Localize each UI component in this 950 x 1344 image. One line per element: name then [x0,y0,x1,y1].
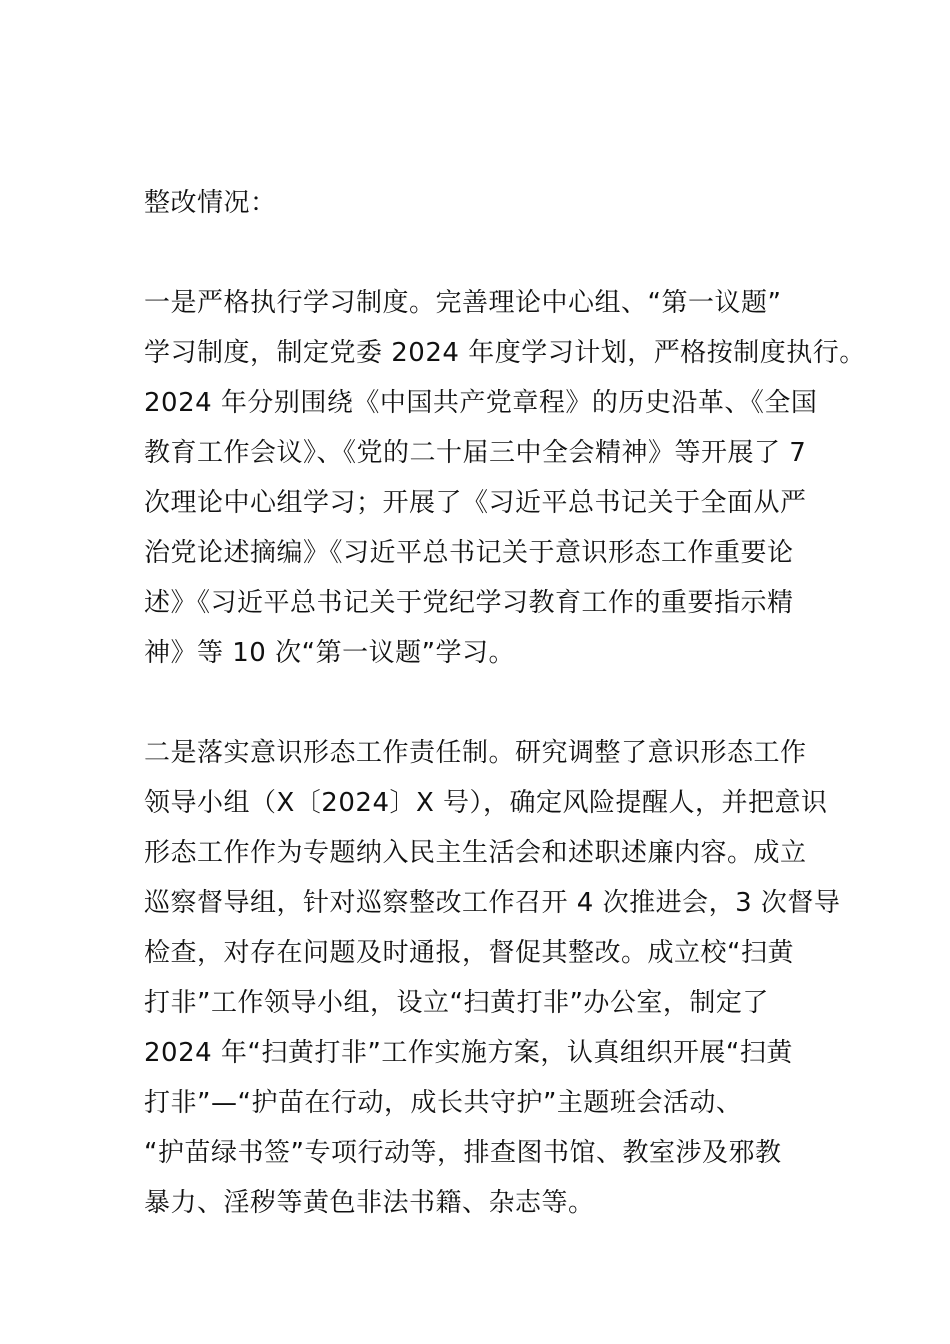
paragraph-line: 检查，对存在问题及时通报，督促其整改。成立校“扫黄 [144,938,794,968]
paragraph-line: 学习制度，制定党委 2024 年度学习计划，严格按制度执行。 [144,338,866,368]
paragraph-line: 二是落实意识形态工作责任制。研究调整了意识形态工作 [144,738,807,768]
paragraph-line: 2024 年“扫黄打非”工作实施方案，认真组织开展“扫黄 [144,1038,793,1068]
paragraph-line: 神》等 10 次“第一议题”学习。 [144,638,516,668]
paragraph-spacer [144,678,812,728]
paragraph-line: 2024 年分别围绕《中国共产党章程》的历史沿革、《全国 [144,388,818,418]
paragraph-line: 一是严格执行学习制度。完善理论中心组、“第一议题” [144,288,782,318]
paragraph-line: 暴力、淫秽等黄色非法书籍、杂志等。 [144,1188,595,1218]
heading-text: 整改情况： [144,188,277,218]
paragraph-line: 打非”工作领导小组，设立“扫黄打非”办公室，制定了 [144,988,769,1018]
paragraph-line: 形态工作作为专题纳入民主生活会和述职述廉内容。成立 [144,838,807,868]
paragraph-line: 领导小组（X〔2024〕X 号），确定风险提醒人，并把意识 [144,788,828,818]
document-body [144,178,866,1228]
section-heading [144,178,812,228]
paragraph-line: 述》《习近平总书记关于党纪学习教育工作的重要指示精 [144,588,794,618]
paragraph-spacer [144,228,812,278]
paragraph-ideology-responsibility [144,728,841,1228]
paragraph-line: 次理论中心组学习；开展了《习近平总书记关于全面从严 [144,488,807,518]
paragraph-study-system [144,278,866,678]
paragraph-line: 巡察督导组，针对巡察整改工作召开 4 次推进会，3 次督导 [144,888,841,918]
paragraph-line: 治党论述摘编》《习近平总书记关于意识形态工作重要论 [144,538,794,568]
paragraph-line: “护苗绿书签”专项行动等，排查图书馆、教室涉及邪教 [144,1138,782,1168]
paragraph-line: 教育工作会议》、《党的二十届三中全会精神》等开展了 7 [144,438,807,468]
paragraph-line: 打非”—“护苗在行动，成长共守护”主题班会活动、 [144,1088,743,1118]
